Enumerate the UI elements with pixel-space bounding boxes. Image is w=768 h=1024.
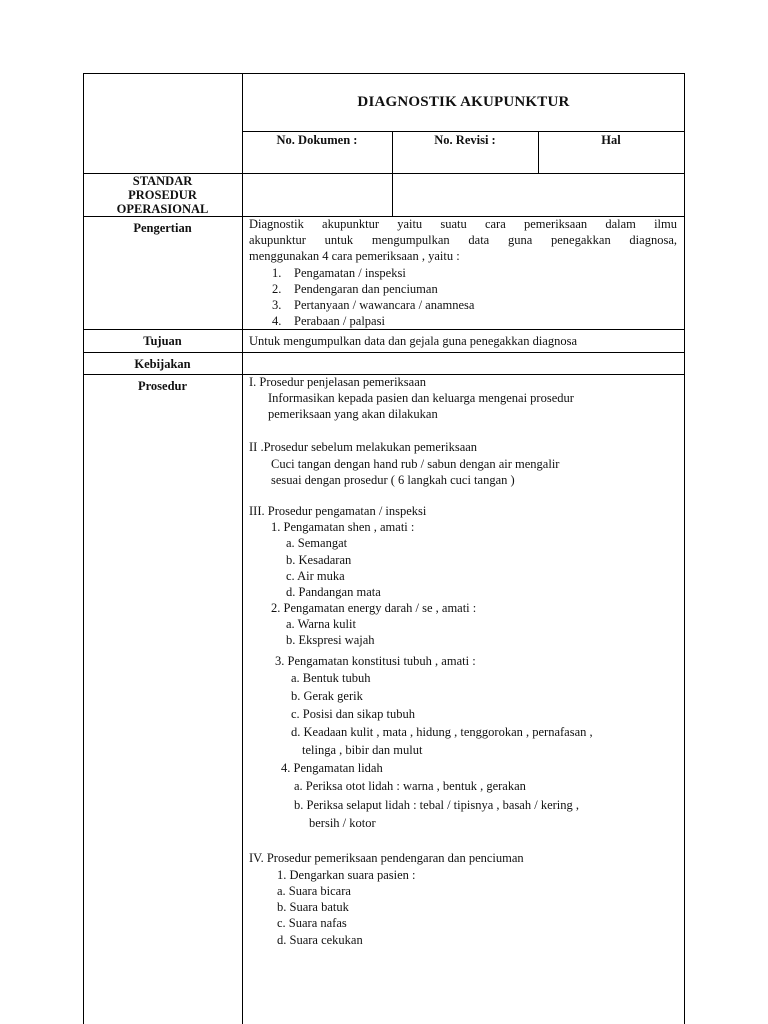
no-dokumen-label: No. Dokumen : <box>276 133 358 147</box>
list-number: 1. <box>272 266 282 280</box>
prosedur-line: a. Periksa otot lidah : warna , bentuk , gerakan <box>294 779 526 793</box>
prosedur-line: Cuci tangan dengan hand rub / sabun dengan air mengalir <box>271 457 560 471</box>
pengertian-label: Pengertian <box>133 221 192 235</box>
list-number: 3. <box>272 298 282 312</box>
document-title: DIAGNOSTIK AKUPUNKTUR <box>357 94 570 110</box>
prosedur-line: telinga , bibir dan mulut <box>302 743 423 757</box>
prosedur-line: d. Suara cekukan <box>277 933 363 947</box>
pengertian-item-4 <box>272 313 385 329</box>
hal-label: Hal <box>601 133 621 147</box>
pengertian-para-line-1: Diagnostik akupunktur yaitu suatu cara pemeriksaan dalam ilmu <box>249 217 677 231</box>
pengertian-item-2 <box>272 281 438 297</box>
prosedur-line: 2. Pengamatan energy darah / se , amati : <box>271 601 477 615</box>
sop-label-line-2: PROSEDUR <box>128 188 197 202</box>
prosedur-line: b. Suara batuk <box>277 900 349 914</box>
prosedur-line: b. Ekspresi wajah <box>286 633 375 647</box>
prosedur-line: 1. Dengarkan suara pasien : <box>277 868 416 882</box>
list-number: 2. <box>272 282 282 296</box>
prosedur-line: c. Suara nafas <box>277 916 347 930</box>
prosedur-line: a. Warna kulit <box>286 617 356 631</box>
prosedur-line: bersih / kotor <box>309 816 376 830</box>
prosedur-label: Prosedur <box>137 379 188 393</box>
pengertian-para-line-3: menggunakan 4 cara pemeriksaan , yaitu : <box>249 249 460 263</box>
prosedur-line: c. Posisi dan sikap tubuh <box>291 707 415 721</box>
prosedur-line: b. Periksa selaput lidah : tebal / tipisnya , basah / kering , <box>294 798 580 812</box>
prosedur-line: c. Air muka <box>286 569 345 583</box>
pengertian-row-divider <box>83 329 685 330</box>
kebijakan-label: Kebijakan <box>134 357 191 371</box>
table-border-top <box>83 73 685 74</box>
prosedur-line: d. Keadaan kulit , mata , hidung , tenggorokan , pernafasan , <box>291 725 593 739</box>
prosedur-line: a. Semangat <box>286 536 348 550</box>
prosedur-line: a. Bentuk tubuh <box>291 671 371 685</box>
prosedur-line: a. Suara bicara <box>277 884 351 898</box>
list-item-text: Pendengaran dan penciuman <box>294 282 438 296</box>
list-item-text: Perabaan / palpasi <box>294 314 385 328</box>
prosedur-line: IV. Prosedur pemeriksaan pendengaran dan penciuman <box>249 851 524 865</box>
list-number: 4. <box>272 314 282 328</box>
prosedur-line: Informasikan kepada pasien dan keluarga mengenai prosedur <box>268 391 574 405</box>
prosedur-line: sesuai dengan prosedur ( 6 langkah cuci tangan ) <box>271 473 515 487</box>
sop-label-line-3: OPERASIONAL <box>116 202 209 216</box>
prosedur-line: I. Prosedur penjelasan pemeriksaan <box>249 375 427 389</box>
prosedur-line: 3. Pengamatan konstitusi tubuh , amati : <box>275 654 476 668</box>
pengertian-para-line-2: akupunktur untuk mengumpulkan data guna penegakkan diagnosa, <box>249 233 677 247</box>
prosedur-line: b. Kesadaran <box>286 553 352 567</box>
tujuan-row-divider <box>83 352 685 353</box>
prosedur-line: 1. Pengamatan shen , amati : <box>271 520 415 534</box>
prosedur-line: II .Prosedur sebelum melakukan pemeriksaan <box>249 440 478 454</box>
tujuan-label: Tujuan <box>143 334 182 348</box>
list-item-text: Pengamatan / inspeksi <box>294 266 406 280</box>
prosedur-line: III. Prosedur pengamatan / inspeksi <box>249 504 427 518</box>
prosedur-line: 4. Pengamatan lidah <box>281 761 383 775</box>
prosedur-line: pemeriksaan yang akan dilakukan <box>268 407 438 421</box>
tujuan-text: Untuk mengumpulkan data dan gejala guna penegakkan diagnosa <box>249 334 578 348</box>
list-item-text: Pertanyaan / wawancara / anamnesa <box>294 298 475 312</box>
no-revisi-label: No. Revisi : <box>434 133 496 147</box>
pengertian-item-3 <box>272 297 474 313</box>
pengertian-item-1 <box>272 265 406 281</box>
prosedur-line: d. Pandangan mata <box>286 585 381 599</box>
prosedur-line: b. Gerak gerik <box>291 689 363 703</box>
sop-label-line-1: STANDAR <box>132 174 193 188</box>
